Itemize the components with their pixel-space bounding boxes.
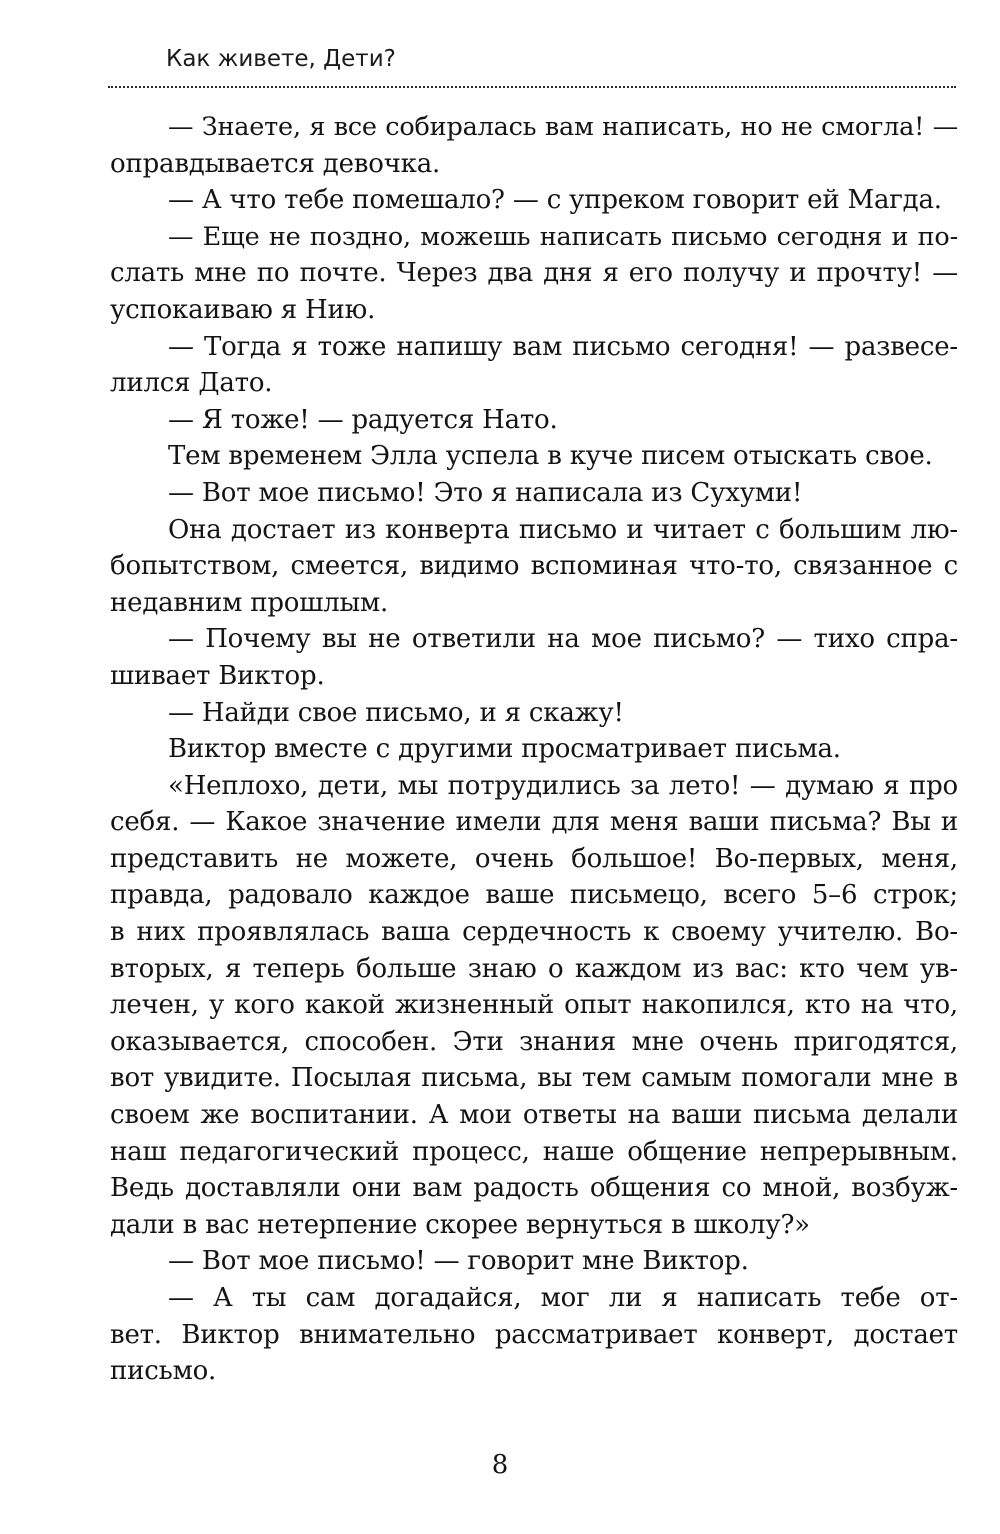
page-number: 8 [491, 1450, 509, 1480]
text-line: — Тогда я тоже напишу вам письмо сегодня! — развесе- [168, 331, 958, 362]
text-line: в них проявлялась ваша сердечность к своему учителю. Во- [110, 917, 958, 948]
header-dotted-rule [108, 86, 956, 88]
text-line: недавним прошлым. [110, 587, 389, 618]
text-line: себя. — Какое значение имели для меня ваши письма? Вы и [110, 807, 958, 838]
text-line: Тем временем Элла успела в куче писем отыскать свое. [168, 441, 933, 472]
text-line: представить не можете, очень большое! Во-первых, меня, [110, 843, 958, 874]
text-line: оправдывается девочка. [110, 148, 441, 179]
text-line: — Найди свое письмо, и я скажу! [168, 697, 624, 728]
text-line: шивает Виктор. [110, 660, 325, 691]
running-head: Как живете, Дети? [166, 46, 396, 72]
text-line: — Еще не поздно, можешь написать письмо сегодня и по- [168, 221, 958, 252]
text-line: наш педагогический процесс, наше общение непрерывным. [110, 1136, 958, 1167]
text-line: вет. Виктор внимательно рассматривает конверт, достает [110, 1319, 958, 1350]
text-line: Она достает из конверта письмо и читает с большим лю- [168, 514, 958, 545]
text-line: «Неплохо, дети, мы потрудились за лето! — думаю я про [168, 770, 958, 801]
text-line: правда, радовало каждое ваше письмецо, всего 5–6 строк; [110, 880, 958, 911]
text-line: — А что тебе помешало? — с упреком говорит ей Магда. [168, 185, 942, 216]
text-line: — Знаете, я все собиралась вам написать, но не смогла! — [168, 112, 958, 142]
text-line: — Я тоже! — радуется Нато. [168, 404, 558, 435]
text-line: — Почему вы не ответили на мое письмо? — тихо спра- [168, 624, 958, 655]
text-line: письмо. [110, 1356, 217, 1387]
text-line: вторых, я теперь больше знаю о каждом из вас: кто чем ув- [110, 953, 958, 984]
text-line: бопытством, смеется, видимо вспоминая что-то, связанное с [110, 551, 958, 582]
text-line: лился Дато. [110, 368, 273, 399]
text-line: успокаиваю я Нию. [110, 294, 376, 325]
text-line: — Вот мое письмо! Это я написала из Сухуми! [168, 477, 803, 508]
text-line: Виктор вместе с другими просматривает письма. [168, 734, 841, 765]
text-line: дали в вас нетерпение скорее вернуться в школу?» [110, 1209, 810, 1240]
text-line: — А ты сам догадайся, мог ли я написать тебе от- [168, 1283, 958, 1313]
body-text [110, 109, 958, 1390]
text-line: Ведь доставляли они вам радость общения со мной, возбуж- [110, 1173, 958, 1204]
text-line: слать мне по почте. Через два дня я его получу и прочту! — [110, 258, 958, 289]
text-line: оказывается, способен. Эти знания мне очень пригодятся, [110, 1026, 958, 1057]
text-line: — Вот мое письмо! — говорит мне Виктор. [168, 1246, 749, 1277]
text-line: вот увидите. Посылая письма, вы тем самым помогали мне в [110, 1063, 958, 1094]
text-line: своем же воспитании. А мои ответы на ваши письма делали [110, 1100, 958, 1131]
text-line: лечен, у кого какой жизненный опыт накопился, кто на что, [110, 990, 958, 1021]
